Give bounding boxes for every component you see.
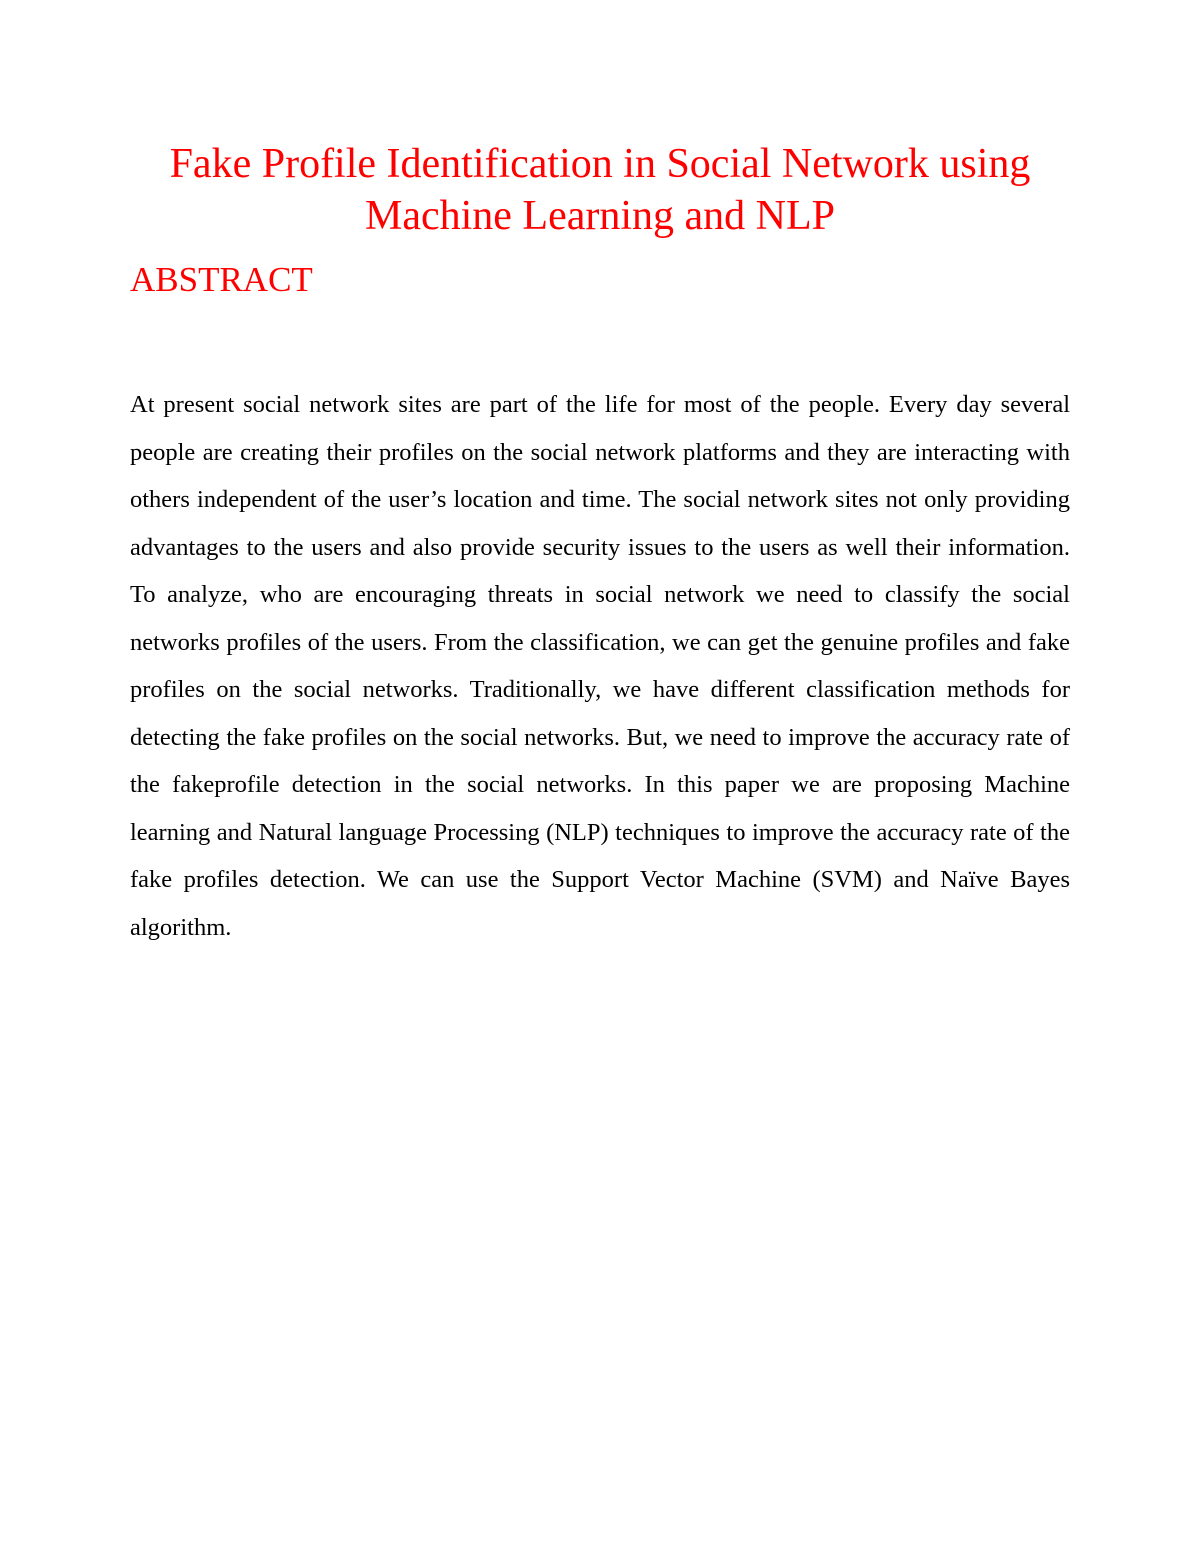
abstract-heading: ABSTRACT	[130, 260, 313, 299]
paper-title: Fake Profile Identification in Social Network using Machine Learning and NLP	[169, 141, 1031, 239]
abstract-body: At present social network sites are part of the life for most of the people. Every day several people are creating their profiles on the social network platforms and they are interacting with others independent of the user’s location and time. The social network sites not only providing advantages to the users and also provide security issues to the users as well their information. To analyze, who are encouraging threats in social network we need to classify the social networks profiles of the users. From the classification, we can get the genuine profiles and fake profiles on the social networks. Traditionally, we have different classification methods for detecting the fake profiles on the social networks. But, we need to improve the accuracy rate of the fakeprofile detection in the social networks. In this paper we are proposing Machine learning and Natural language Processing (NLP) techniques to improve the accuracy rate of the fake profiles detection. We can use the Support Vector Machine (SVM) and Naïve Bayes algorithm.	[130, 391, 1070, 941]
